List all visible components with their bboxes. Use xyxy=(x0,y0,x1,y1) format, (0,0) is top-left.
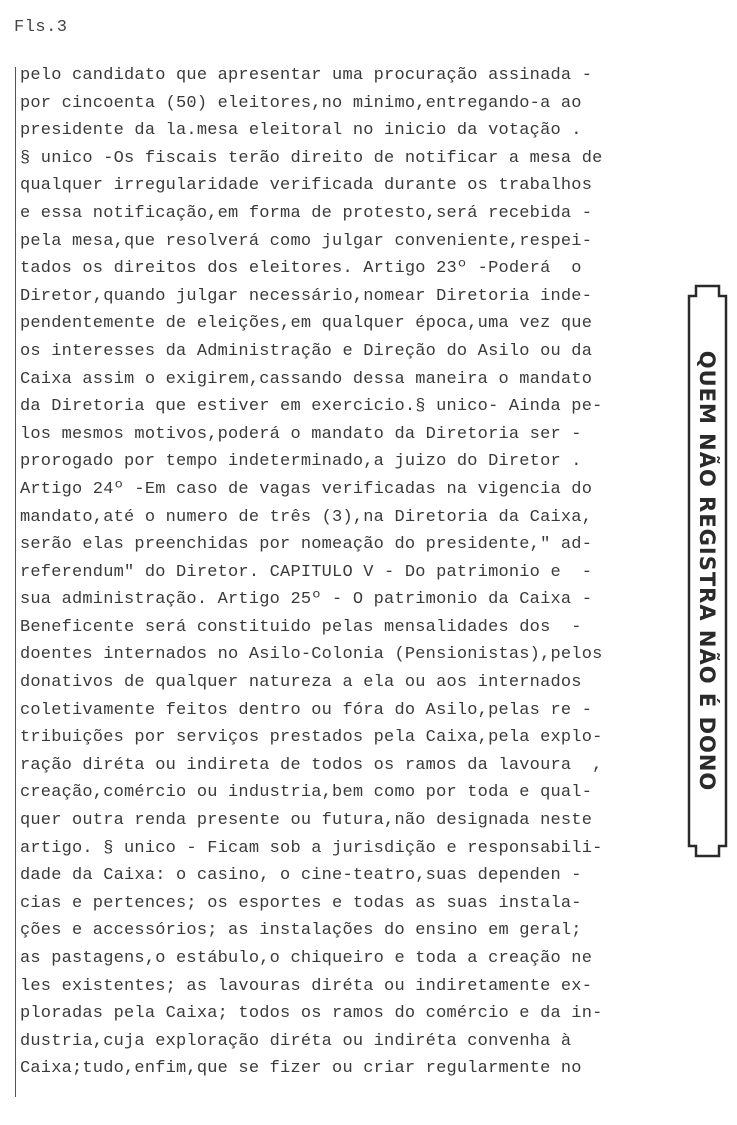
text-line: referendum" do Diretor. CAPITULO V - Do patrimonio e - xyxy=(20,562,593,582)
stamp-text: QUEM NÃO REGISTRA NÃO É DONO xyxy=(695,350,719,792)
text-line: Beneficente será constituido pelas mensalidades dos - xyxy=(20,617,582,637)
text-line: creação,comércio ou industria,bem como por toda e qual- xyxy=(20,783,593,803)
text-line: serão elas preenchidas por nomeação do presidente," ad- xyxy=(20,535,593,555)
registry-stamp xyxy=(686,284,729,858)
text-line: § unico -Os fiscais terão direito de notificar a mesa de xyxy=(20,148,603,168)
text-line: as pastagens,o estábulo,o chiqueiro e toda a creação ne xyxy=(20,949,593,968)
text-line: cias e pertences; os esportes e todas as suas instala- xyxy=(20,893,582,913)
text-line: presidente da la.mesa eleitoral no inicio da votação . xyxy=(20,121,582,141)
text-line: artigo. § unico - Ficam sob a jurisdição e responsabili- xyxy=(20,838,603,858)
text-line: ração diréta ou indireta de todos os ramos da lavoura , xyxy=(20,755,603,775)
text-line: les existentes; as lavouras diréta ou indiretamente ex- xyxy=(20,976,593,996)
text-line: prorogado por tempo indeterminado,a juizo do Diretor . xyxy=(20,452,582,472)
text-line: dustria,cuja exploração diréta ou indiréta convenha à xyxy=(20,1031,572,1051)
text-line: coletivamente feitos dentro ou fóra do Asilo,pelas re - xyxy=(20,700,593,720)
text-line: donativos de qualquer natureza a ela ou aos internados xyxy=(20,673,582,693)
left-margin-rule xyxy=(15,67,16,1097)
text-line: por cincoenta (50) eleitores,no minimo,entregando-a ao xyxy=(20,93,582,113)
text-line: mandato,até o numero de três (3),na Diretoria da Caixa, xyxy=(20,507,593,527)
text-line: da Diretoria que estiver em exercicio.§ unico- Ainda pe- xyxy=(20,397,603,417)
text-line: dade da Caixa: o casino, o cine-teatro,suas dependen - xyxy=(20,866,582,886)
text-line: tribuições por serviços prestados pela Caixa,pela explo- xyxy=(20,728,603,748)
text-line: doentes internados no Asilo-Colonia (Pensionistas),pelos xyxy=(20,645,603,665)
text-line: ploradas pela Caixa; todos os ramos do comércio e da in- xyxy=(20,1004,603,1024)
text-line: pelo candidato que apresentar uma procuração assinada - xyxy=(20,66,593,85)
text-line: pela mesa,que resolverá como julgar conveniente,respei- xyxy=(20,231,593,251)
text-line: ções e accessórios; as instalações do ensino em geral; xyxy=(20,921,582,941)
text-line: Diretor,quando julgar necessário,nomear Diretoria inde- xyxy=(20,286,593,306)
text-line: tados os direitos dos eleitores. Artigo 23º -Poderá o xyxy=(20,259,582,279)
text-line: os interesses da Administração e Direção do Asilo ou da xyxy=(20,341,593,361)
typed-body-text xyxy=(20,62,670,1083)
text-line: e essa notificação,em forma de protesto,será recebida - xyxy=(20,203,593,223)
text-line: pendentemente de eleições,em qualquer época,uma vez que xyxy=(20,314,593,334)
text-line: Caixa;tudo,enfim,que se fizer ou criar regularmente no xyxy=(20,1059,582,1079)
text-line: los mesmos motivos,poderá o mandato da Diretoria ser - xyxy=(20,424,582,444)
text-line: quer outra renda presente ou futura,não designada neste xyxy=(20,811,593,831)
text-line: Artigo 24º -Em caso de vagas verificadas na vigencia do xyxy=(20,479,593,499)
text-line: sua administração. Artigo 25º - O patrimonio da Caixa - xyxy=(20,590,593,610)
text-line: Caixa assim o exigirem,cassando dessa maneira o mandato xyxy=(20,369,593,389)
page-number-label: Fls.3 xyxy=(14,18,68,37)
text-line: qualquer irregularidade verificada durante os trabalhos xyxy=(20,176,593,196)
